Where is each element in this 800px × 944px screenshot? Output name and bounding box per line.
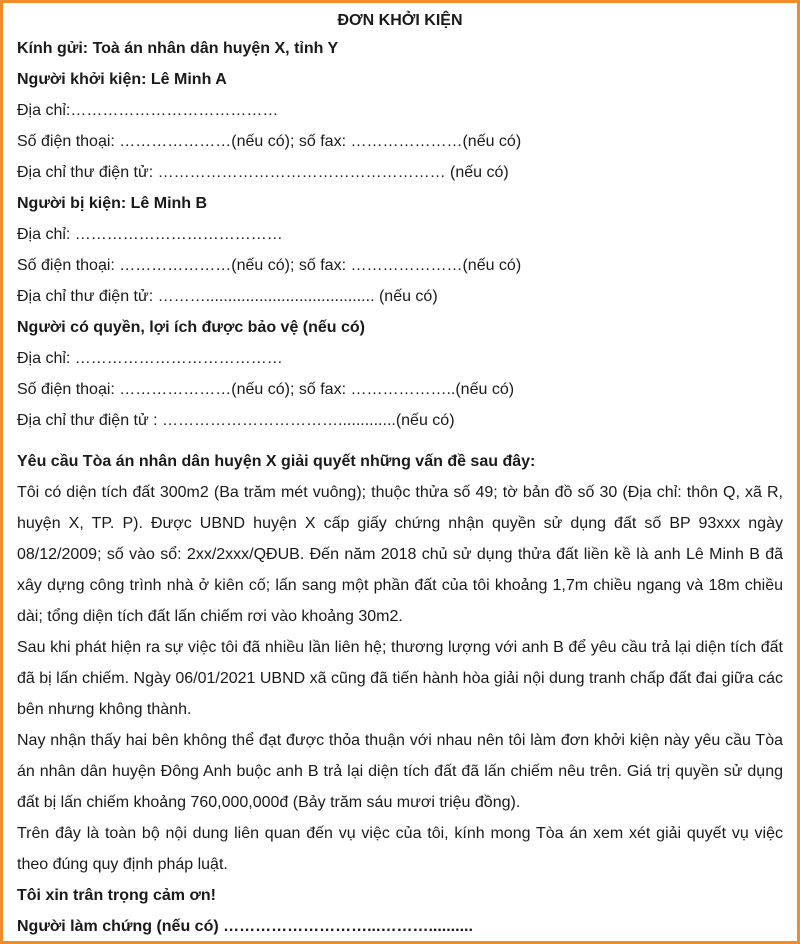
interested-party-heading: Người có quyền, lợi ích được bảo vệ (nếu có) — [17, 319, 366, 336]
plaintiff-heading: Người khởi kiện: Lê Minh A — [17, 71, 227, 88]
witness-line: Người làm chứng (nếu có) ………………………...……….......... — [17, 918, 473, 935]
plaintiff-address: Địa chỉ:………………………………… — [17, 102, 279, 119]
interested-party-phone-fax: Số điện thoại: …………………(nếu có); số fax: ………………..(nếu có) — [17, 381, 515, 398]
paragraph-land-description: Tôi có diện tích đất 300m2 (Ba trăm mét vuông); thuộc thửa số 49; tờ bản đồ số 30 (Địa chỉ: thôn Q, xã R, huyện X, TP. P). Được UBND huyện X cấp giấy chứng nhận quyền sử dụng đất số BP 93xxx ngày 08/12/2009; số vào sổ: 2xx/2xxx/QĐUB. Đến năm 2018 chủ sử dụng thửa đất liền kề là anh Lê Minh B đã xây dựng công trình nhà ở kiên cố; lấn sang một phần đất của tôi khoảng 1,7m chiều ngang và 18m chiều dài; tổng diện tích đất lấn chiếm rơi vào khoảng 30m2. — [17, 484, 783, 625]
paragraph-lawsuit-request: Nay nhận thấy hai bên không thể đạt được thỏa thuận với nhau nên tôi làm đơn khởi kiện này yêu cầu Tòa án nhân dân huyện Đông Anh buộc anh B trả lại diện tích đất đã lấn chiếm nêu trên. Giá trị quyền sử dụng đất bị lấn chiếm khoảng 760,000,000đ (Bảy trăm sáu mươi triệu đồng). — [17, 732, 783, 811]
paragraph-conclusion: Trên đây là toàn bộ nội dung liên quan đến vụ việc của tôi, kính mong Tòa án xem xét giải quyết vụ việc theo đúng quy định pháp luật. — [17, 825, 783, 873]
section-spacer — [17, 436, 783, 446]
closing-line: Tôi xin trân trọng cảm ơn! — [17, 887, 216, 904]
defendant-heading: Người bị kiện: Lê Minh B — [17, 195, 208, 212]
recipient-line: Kính gửi: Toà án nhân dân huyện X, tỉnh Y — [17, 40, 339, 57]
defendant-phone-fax: Số điện thoại: …………………(nếu có); số fax: …………………(nếu có) — [17, 257, 522, 274]
document-body — [3, 3, 797, 942]
plaintiff-phone-fax: Số điện thoại: …………………(nếu có); số fax: …………………(nếu có) — [17, 133, 522, 150]
interested-party-email: Địa chỉ thư điện tử : …………………………….............(nếu có) — [17, 412, 455, 429]
defendant-email: Địa chỉ thư điện tử: ………...................................... (nếu có) — [17, 288, 438, 305]
plaintiff-email: Địa chỉ thư điện tử: ……………………………………………… (nếu có) — [17, 164, 509, 181]
document-title: ĐƠN KHỞI KIỆN — [337, 12, 463, 29]
defendant-address: Địa chỉ: ………………………………… — [17, 226, 283, 243]
request-heading: Yêu cầu Tòa án nhân dân huyện X giải quyết những vấn đề sau đây: — [17, 453, 536, 470]
interested-party-address: Địa chỉ: ………………………………… — [17, 350, 283, 367]
paragraph-negotiation: Sau khi phát hiện ra sự việc tôi đã nhiều lần liên hệ; thương lượng với anh B để yêu cầu trả lại diện tích đất đã bị lấn chiếm. Ngày 06/01/2021 UBND xã cũng đã tiến hành hòa giải nội dung tranh chấp đất đai giữa các bên nhưng không thành. — [17, 639, 783, 718]
